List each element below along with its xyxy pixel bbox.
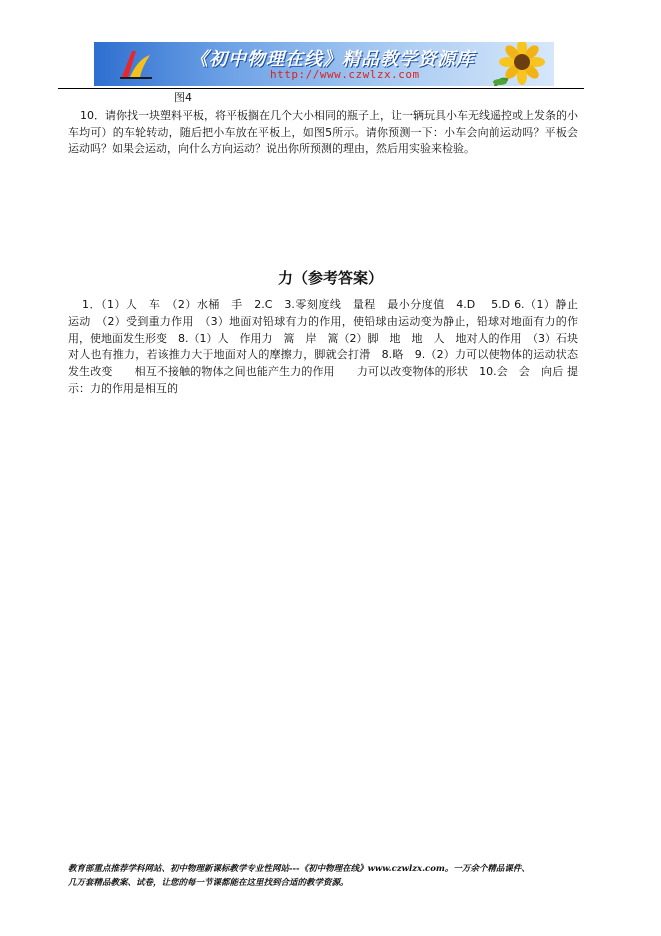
page-footer (68, 862, 608, 890)
header-divider (58, 88, 584, 89)
footer-line-2: 几万套精品教案、试卷，让您的每一节课都能在这里找到合适的教学资源。 (68, 878, 349, 888)
banner-title: 《初中物理在线》精品教学资源库 (190, 49, 475, 70)
answer-section-title: 力（参考答案） (277, 269, 383, 287)
header-banner (94, 42, 554, 86)
figure-caption: 图4 (174, 91, 192, 104)
footer-line-1: 教育部重点推荐学科网站、初中物理新课标教学专业性网站---《初中物理在线》www.czwlzx.com。一万余个精品课件、 (68, 864, 530, 874)
sunflower-icon (488, 42, 548, 86)
answer-text: 1．（1）人 车 （2）水桶 手 2.C 3.零刻度线 量程 最小分度值 4.D 5.D 6.（1）静止 运动 （2）受到重力作用 （3）地面对铅球有力的作用，使铅球由运动变为静止，铅球对地面有力的作用，使地面发生形变 8.（1）人 作用力 篙 岸 篙（2）脚 地 地 人 地对人的作用 （3）石块对人也有推力，若该推力大于地面对人的摩擦力，脚就会打滑 8.略 9.（2）力可以使物体的运动状态发生改变 相互不接触的物体之间也能产生力的作用 力可以改变物体的形状 10.会 会 向后 提示：力的作用是相互的 (68, 298, 589, 395)
site-logo-icon (118, 47, 154, 81)
banner-url[interactable]: http://www.czwlzx.com (270, 68, 420, 81)
question-10-text: 10．请你找一块塑料平板，将平板搁在几个大小相同的瓶子上，让一辆玩具小车无线遥控或上发条的小车均可）的车轮转动，随后把小车放在平板上，如图5所示。请你预测一下：小车会向前运动吗？平板会运动吗？如果会运动，向什么方向运动？说出你所预测的理由，然后用实验来检验。 (68, 109, 578, 155)
